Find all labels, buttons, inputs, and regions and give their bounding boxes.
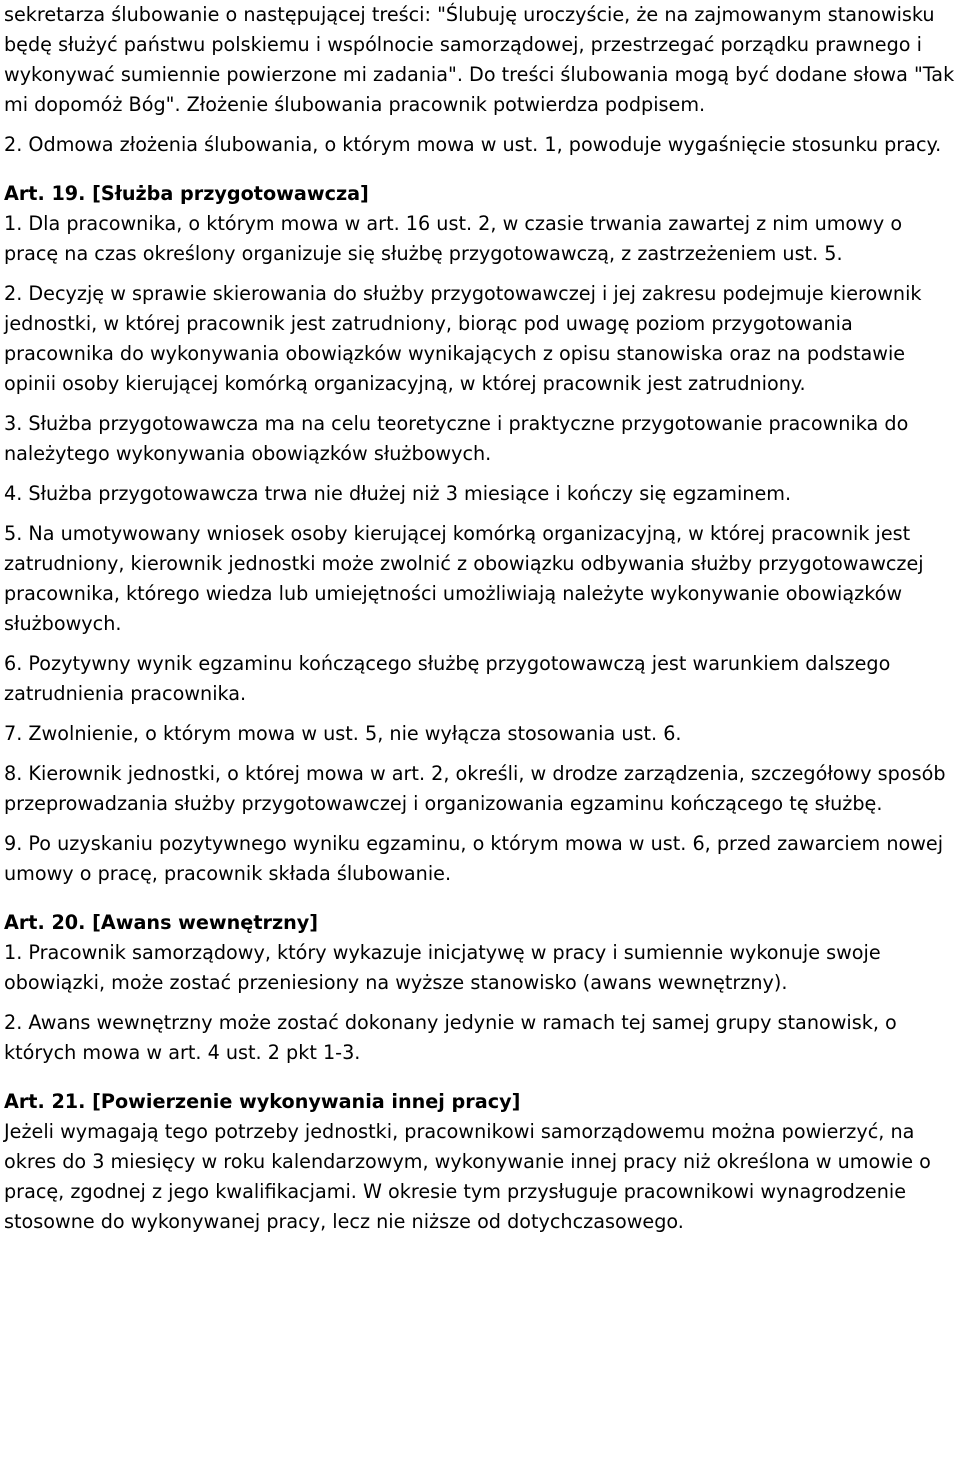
article-20 bbox=[4, 908, 960, 1068]
article-heading: Art. 20. [Awans wewnętrzny] bbox=[4, 911, 319, 934]
article-19 bbox=[4, 179, 960, 889]
article-paragraph: 8. Kierownik jednostki, o której mowa w art. 2, określi, w drodze zarządzenia, szczegółowy sposób przeprowadzania służby przygotowawczej i organizowania egzaminu kończącego tę służbę. bbox=[4, 762, 946, 815]
article-paragraph: 9. Po uzyskaniu pozytywnego wyniku egzaminu, o którym mowa w ust. 6, przed zawarciem nowej umowy o pracę, pracownik składa ślubowanie. bbox=[4, 832, 944, 885]
article-paragraph: 5. Na umotywowany wniosek osoby kierującej komórką organizacyjną, w której pracownik jest zatrudniony, kierownik jednostki może zwolnić z obowiązku odbywania służby przygotowawczej pracownika, którego wiedza lub umiejętności umożliwiają należyte wykonywanie obowiązków służbowych. bbox=[4, 522, 924, 635]
article-paragraph: Jeżeli wymagają tego potrzeby jednostki, pracownikowi samorządowemu można powierzyć, na okres do 3 miesięcy w roku kalendarzowym, wykonywanie innej pracy niż określona w umowie o pracę, zgodnej z jego kwalifikacjami. W okresie tym przysługuje pracownikowi wynagrodzenie stosowne do wykonywanej pracy, lecz nie niższe od dotychczasowego. bbox=[4, 1120, 931, 1233]
article-paragraph: 4. Służba przygotowawcza trwa nie dłużej niż 3 miesiące i kończy się egzaminem. bbox=[4, 482, 792, 505]
refusal-paragraph: 2. Odmowa złożenia ślubowania, o którym mowa w ust. 1, powoduje wygaśnięcie stosunku pracy. bbox=[4, 133, 942, 156]
article-heading: Art. 19. [Służba przygotowawcza] bbox=[4, 182, 369, 205]
article-heading: Art. 21. [Powierzenie wykonywania innej pracy] bbox=[4, 1090, 521, 1113]
article-paragraph: 1. Pracownik samorządowy, który wykazuje inicjatywę w pracy i sumiennie wykonuje swoje obowiązki, może zostać przeniesiony na wyższe stanowisko (awans wewnętrzny). bbox=[4, 941, 881, 994]
article-21 bbox=[4, 1087, 960, 1237]
intro-section bbox=[4, 0, 960, 160]
article-paragraph: 2. Awans wewnętrzny może zostać dokonany jedynie w ramach tej samej grupy stanowisk, o których mowa w art. 4 ust. 2 pkt 1-3. bbox=[4, 1011, 897, 1064]
article-paragraph: 6. Pozytywny wynik egzaminu kończącego służbę przygotowawczą jest warunkiem dalszego zatrudnienia pracownika. bbox=[4, 652, 891, 705]
oath-paragraph: sekretarza ślubowanie o następującej treści: "Ślubuję uroczyście, że na zajmowanym stanowisku będę służyć państwu polskiemu i wspólnocie samorządowej, przestrzegać porządku prawnego i wykonywać sumiennie powierzone mi zadania". Do treści ślubowania mogą być dodane słowa "Tak mi dopomóż Bóg". Złożenie ślubowania pracownik potwierdza podpisem. bbox=[4, 3, 955, 116]
article-paragraph: 2. Decyzję w sprawie skierowania do służby przygotowawczej i jej zakresu podejmuje kierownik jednostki, w której pracownik jest zatrudniony, biorąc pod uwagę poziom przygotowania pracownika do wykonywania obowiązków wynikających z opisu stanowiska oraz na podstawie opinii osoby kierującej komórką organizacyjną, w której pracownik jest zatrudniony. bbox=[4, 282, 922, 395]
article-paragraph: 1. Dla pracownika, o którym mowa w art. 16 ust. 2, w czasie trwania zawartej z nim umowy o pracę na czas określony organizuje się służbę przygotowawczą, z zastrzeżeniem ust. 5. bbox=[4, 212, 903, 265]
article-paragraph: 3. Służba przygotowawcza ma na celu teoretyczne i praktyczne przygotowanie pracownika do należytego wykonywania obowiązków służbowych. bbox=[4, 412, 909, 465]
article-paragraph: 7. Zwolnienie, o którym mowa w ust. 5, nie wyłącza stosowania ust. 6. bbox=[4, 722, 682, 745]
